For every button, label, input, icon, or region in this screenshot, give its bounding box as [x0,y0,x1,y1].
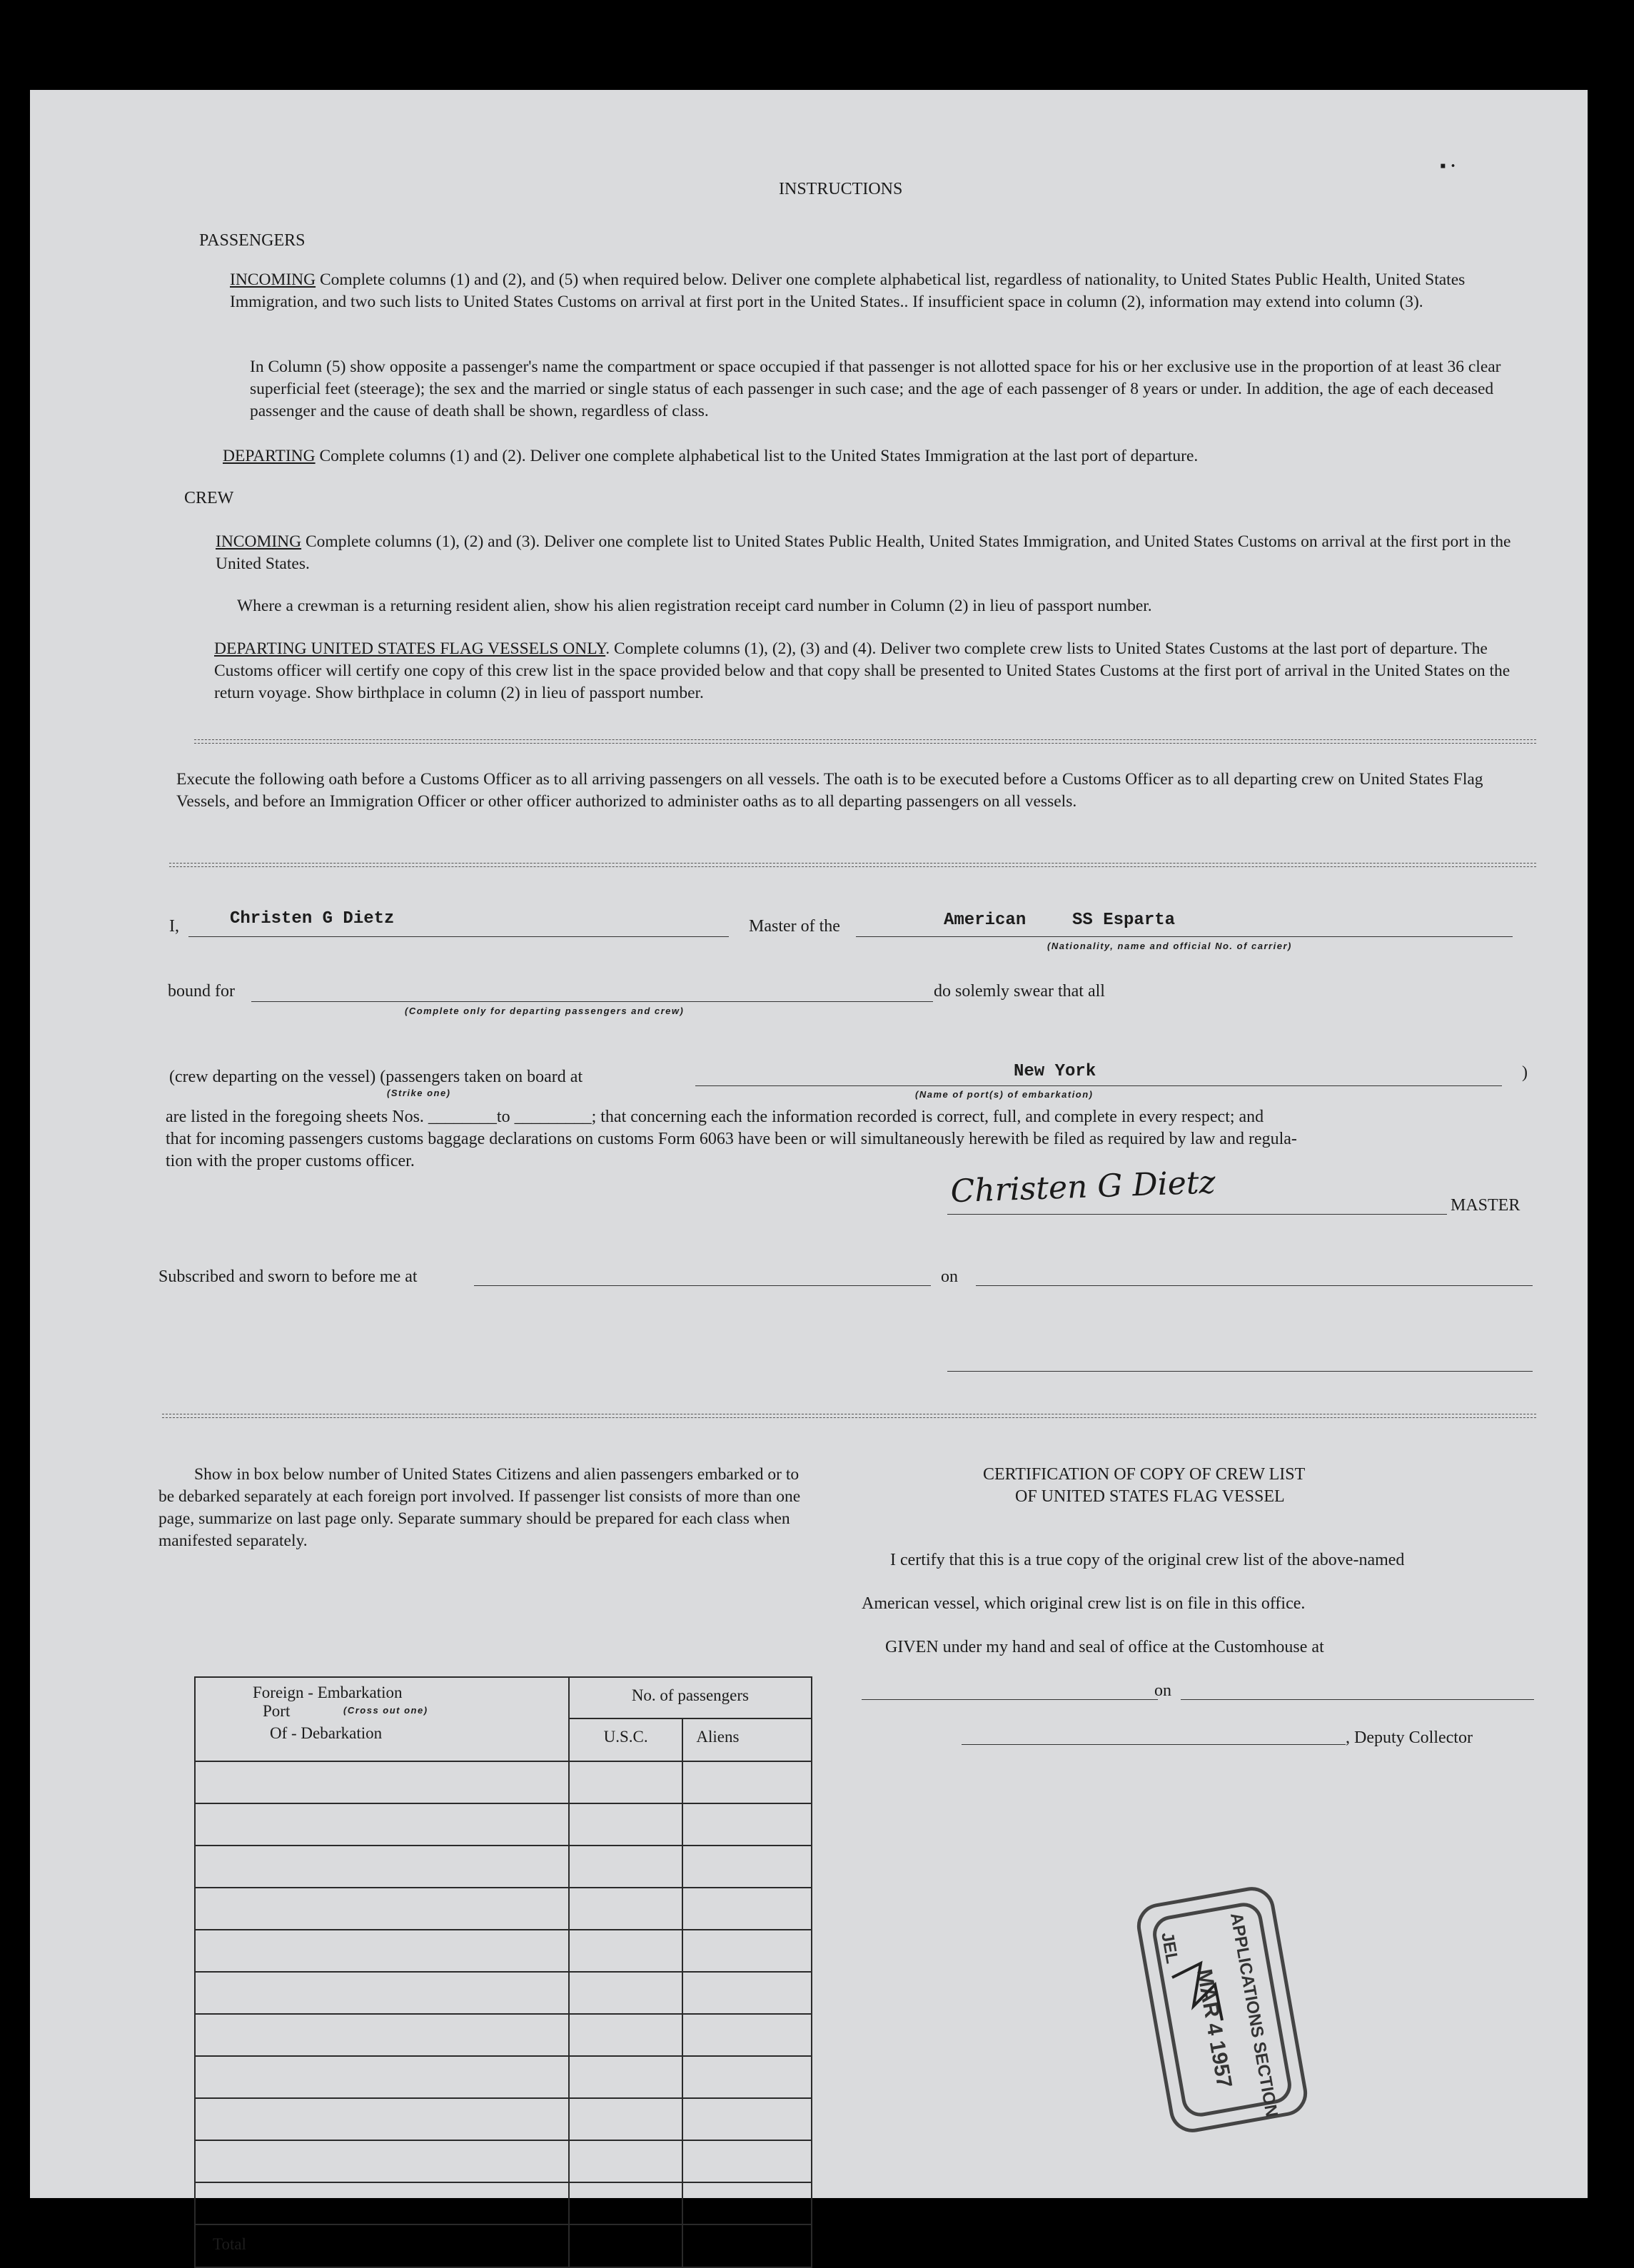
summary-usc-cell[interactable] [569,1761,683,1803]
table-row [195,1930,812,1972]
passengers-departing-text: Complete columns (1) and (2). Deliver one complete alphabetical list to the United States Immigration at the last port of departure. [315,447,1199,465]
col-usc-header: U.S.C. [569,1718,683,1761]
col-port-line2: Port [263,1702,291,1720]
summary-port-cell[interactable] [195,2140,569,2182]
total-label: Total [195,2224,569,2267]
crew-departing [214,638,1542,704]
summary-aliens-cell[interactable] [682,1888,812,1930]
subscribed-date-line[interactable] [976,1285,1533,1286]
customhouse-line[interactable] [862,1699,1158,1700]
crew-incoming-text: Complete columns (1), (2) and (3). Deliver one complete list to United States Public Health, United States Immigration, and United States Customs on arrival at the first port in the United States. [216,532,1511,573]
summary-port-cell[interactable] [195,1888,569,1930]
summary-usc-cell[interactable] [569,2098,683,2140]
col-aliens-header: Aliens [682,1718,812,1761]
embarkation-port[interactable]: New York [1014,1062,1096,1081]
cert-on-label: on [1154,1681,1171,1700]
table-row [195,2140,812,2182]
table-row [195,2014,812,2056]
summary-usc-cell[interactable] [569,2182,683,2224]
passengers-departing [223,445,1543,467]
subscribed-on-label: on [941,1267,958,1286]
table-row [195,1761,812,1803]
deputy-line[interactable] [962,1744,1346,1745]
col-passengers-header: No. of passengers [569,1677,812,1718]
summary-usc-cell[interactable] [569,2014,683,2056]
incoming-label: INCOMING [230,270,316,289]
summary-port-cell[interactable] [195,1803,569,1846]
crew-resident: Where a crewman is a returning resident alien, show his alien registration receipt card number in Column (2) in lieu of passport number. [237,597,1152,615]
summary-aliens-cell[interactable] [682,1846,812,1888]
col-port-line3: Of - Debarkation [270,1724,383,1742]
crew-incoming-label: INCOMING [216,532,302,551]
summary-aliens-cell[interactable] [682,2098,812,2140]
vessel-line [856,936,1513,937]
vessel-nationality[interactable]: American [944,911,1027,930]
summary-port-cell[interactable] [195,1846,569,1888]
svg-text:APPLICATIONS SECTION: APPLICATIONS SECTION [1226,1911,1281,2119]
deputy-label: , Deputy Collector [1346,1728,1473,1747]
swear-text: do solemly swear that all [934,982,1105,1001]
passengers-column5: In Column (5) show opposite a passenger's name the compartment or space occupied if that passenger is not allotted space for his or her exclusive use in the proportion of at least 36 clear superficial feet (steerage); the sex and the married or single status of each passenger in such case; and the age of each passenger of 8 years or under. In addition, the age of each deceased passenger and the cause of death shall be shown, regardless of class. [250,358,1501,420]
summary-usc-cell[interactable] [569,2056,683,2098]
crew-departing-label: DEPARTING UNITED STATES FLAG VESSELS ONLY [214,639,606,658]
passengers-heading: PASSENGERS [199,231,306,250]
summary-port-cell[interactable] [195,2014,569,2056]
subscribed-label: Subscribed and sworn to before me at [158,1267,418,1286]
departing-label: DEPARTING [223,447,316,465]
master-name[interactable]: Christen G Dietz [230,909,395,928]
officer-line[interactable] [947,1371,1533,1372]
divider [169,863,1536,867]
summary-aliens-cell[interactable] [682,2056,812,2098]
master-label: MASTER [1451,1196,1520,1215]
summary-usc-cell[interactable] [569,1972,683,2014]
listed-text-2: that for incoming passengers customs baggage declarations on customs Form 6063 have been or will simultaneously herewith be filed as required by law and regula- [166,1130,1297,1148]
applications-section-stamp [1122,1878,1322,2142]
bound-for-label: bound for [168,982,235,1001]
total-aliens-cell[interactable] [682,2224,812,2267]
master-of-label: Master of the [749,917,840,936]
summary-port-cell[interactable] [195,2182,569,2224]
summary-aliens-cell[interactable] [682,1972,812,2014]
passengers-incoming-text: Complete columns (1) and (2), and (5) when required below. Deliver one complete alphabetical list, regardless of nationality, to United States Public Health, United States Immigration, and two such lists to United States Customs on arrival at first port in the United States.. If insufficient space in column (2), information may extend into column (3). [230,270,1466,311]
summary-usc-cell[interactable] [569,1930,683,1972]
divider [162,1414,1536,1418]
summary-instruction: Show in box below number of United States Citizens and alien passengers embarked or to be debarked separately at each foreign port involved. If passenger list consists of more than one page, summarize on last page only. Separate summary should be prepared for each class when manifested separately. [158,1465,801,1550]
summary-port-cell[interactable] [195,1930,569,1972]
summary-usc-cell[interactable] [569,1846,683,1888]
certify-vessel-text: American vessel, which original crew list is on file in this office. [862,1594,1306,1613]
summary-usc-cell[interactable] [569,1888,683,1930]
listed-text-1: are listed in the foregoing sheets Nos. ________to _________; that concerning each the information recorded is correct, full, and complete in every respect; and [166,1108,1264,1126]
summary-usc-cell[interactable] [569,1803,683,1846]
bound-caption: (Complete only for departing passengers and crew) [405,1006,685,1016]
oath-i-label: I, [169,917,179,936]
form-sheet [30,90,1588,2253]
vessel-name[interactable]: SS Esparta [1072,911,1176,930]
table-row [195,2182,812,2224]
port-line [695,1085,1502,1086]
summary-port-cell[interactable] [195,1972,569,2014]
signature-line [947,1214,1447,1215]
summary-aliens-cell[interactable] [682,2182,812,2224]
oath-instruction: Execute the following oath before a Customs Officer as to all arriving passengers on all vessels. The oath is to be executed before a Customs Officer as to all departing crew on United States Flag Vessels, and before an Immigration Officer or other officer authorized to administer oaths as to all departing passengers on all vessels. [176,770,1483,811]
port-caption: (Name of port(s) of embarkation) [915,1089,1094,1100]
summary-port-cell[interactable] [195,1761,569,1803]
svg-text:Christen G Dietz: Christen G Dietz [949,1164,1216,1210]
instructions-title: INSTRUCTIONS [779,180,903,198]
close-paren: ) [1522,1063,1528,1082]
certify-text: I certify that this is a true copy of the original crew list of the above-named [890,1551,1405,1569]
listed-text-3: tion with the proper customs officer. [166,1152,415,1170]
strike-caption: (Strike one) [387,1088,451,1098]
subscribed-place-line[interactable] [474,1285,931,1286]
corner-mark: ▪ · [1440,157,1456,176]
table-row [195,1803,812,1846]
divider [194,739,1536,744]
svg-text:MAR 4 1957: MAR 4 1957 [1192,1967,1236,2090]
master-name-line [188,936,729,937]
table-row [195,2056,812,2098]
passengers-incoming [230,269,1550,313]
table-row [195,2098,812,2140]
cert-date-line[interactable] [1181,1699,1534,1700]
summary-aliens-cell[interactable] [682,1761,812,1803]
bound-for-line [251,1001,933,1002]
summary-port-cell[interactable] [195,2098,569,2140]
summary-port-cell[interactable] [195,2056,569,2098]
table-row [195,1888,812,1930]
passenger-summary-table [194,1676,812,2268]
certification-title-2: OF UNITED STATES FLAG VESSEL [1015,1487,1285,1506]
total-usc-cell[interactable] [569,2224,683,2267]
crew-departing-text: . Complete columns (1), (2), (3) and (4). Deliver two complete crew lists to United States Customs at the last port of departure. The Customs officer will certify one copy of this crew list in the space provided below and that copy shall be presented to United States Customs at the first port of arrival in the United States on the return voyage. Show birthplace in column (2) in lieu of passport number. [214,639,1511,702]
col-port-header [195,1677,569,1761]
col-port-line1: Foreign - Embarkation [253,1684,403,1701]
col-port-cross: (Cross out one) [343,1705,428,1716]
summary-aliens-cell[interactable] [682,2140,812,2182]
given-text: GIVEN under my hand and seal of office at the Customhouse at [885,1638,1324,1656]
vessel-caption: (Nationality, name and official No. of carrier) [1047,941,1292,951]
svg-text:JEL: JEL [1157,1930,1182,1965]
table-row [195,1846,812,1888]
summary-aliens-cell[interactable] [682,1930,812,1972]
table-row [195,1972,812,2014]
summary-aliens-cell[interactable] [682,2014,812,2056]
crew-departing-text: (crew departing on the vessel) (passengers taken on board at [169,1068,583,1086]
summary-aliens-cell[interactable] [682,1803,812,1846]
crew-heading: CREW [184,489,234,507]
crew-incoming [216,531,1522,575]
summary-usc-cell[interactable] [569,2140,683,2182]
certification-title-1: CERTIFICATION OF COPY OF CREW LIST [983,1465,1306,1484]
